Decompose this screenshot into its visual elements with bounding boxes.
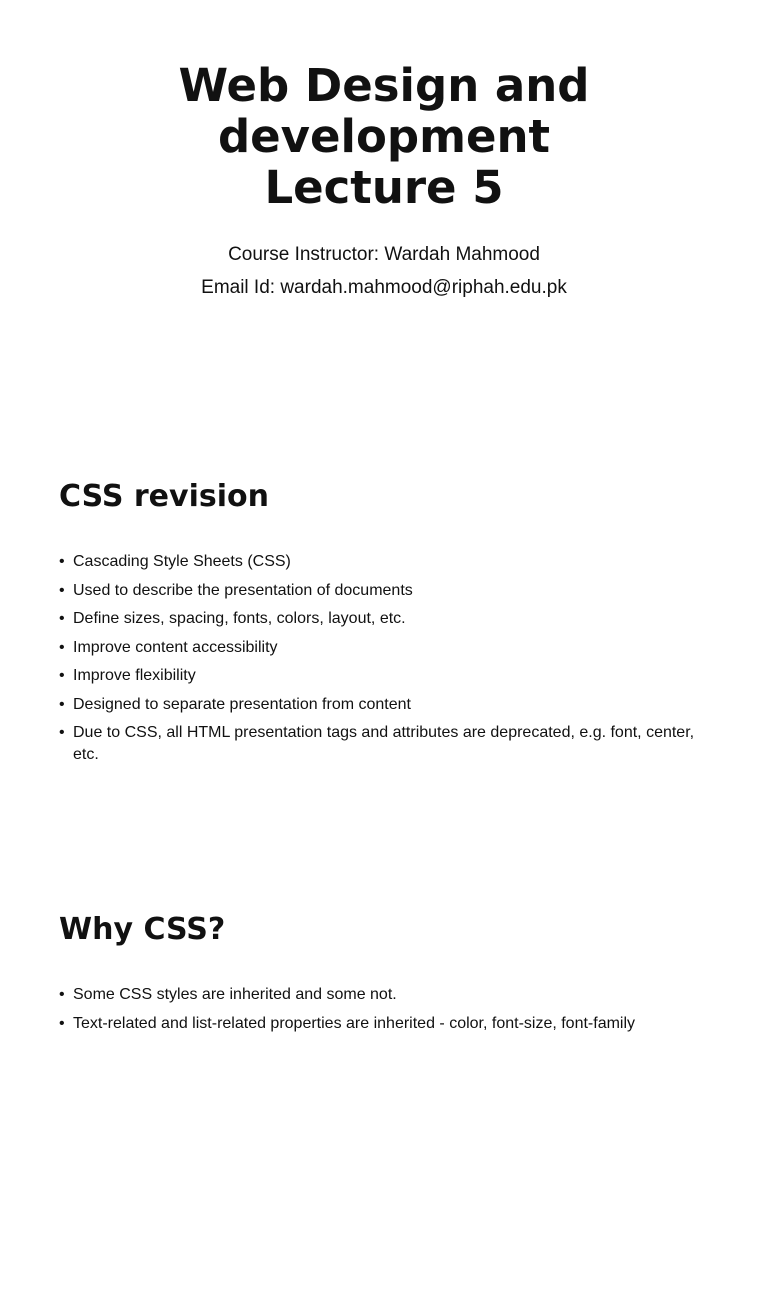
slide-heading: Why CSS?: [59, 912, 226, 947]
title-slide: [0, 0, 768, 432]
instructor-email: Email Id: wardah.mahmood@riphah.edu.pk: [201, 277, 567, 298]
bullet-icon: •: [59, 610, 65, 627]
instructor-info: [0, 238, 768, 304]
title-line: Web Design and: [178, 59, 590, 112]
css-revision-slide: [0, 433, 768, 865]
bullet-icon: •: [59, 724, 65, 741]
lecture-title: [0, 60, 768, 213]
bullet-item: [59, 637, 709, 659]
why-css-slide: [0, 866, 768, 1298]
bullet-text: Improve content accessibility: [73, 638, 278, 656]
bullet-text: Define sizes, spacing, fonts, colors, layout, etc.: [73, 610, 406, 627]
bullet-icon: •: [59, 986, 65, 1003]
bullet-item: [59, 984, 709, 1006]
title-line: Lecture 5: [264, 161, 504, 214]
bullet-icon: •: [59, 553, 65, 570]
slide-heading: CSS revision: [59, 479, 269, 514]
bullet-text: Some CSS styles are inherited and some not.: [73, 986, 397, 1003]
bullet-item: [59, 580, 709, 602]
bullet-text: Used to describe the presentation of documents: [73, 581, 413, 599]
instructor-name: Course Instructor: Wardah Mahmood: [228, 244, 540, 265]
bullet-text: Due to CSS, all HTML presentation tags and attributes are deprecated, e.g. font, center, etc.: [73, 724, 695, 763]
bullet-text: Designed to separate presentation from content: [73, 695, 411, 713]
bullet-item: [59, 722, 709, 766]
bullet-item: [59, 551, 709, 573]
bullet-icon: •: [59, 581, 65, 599]
bullet-icon: •: [59, 1014, 65, 1032]
bullet-text: Text-related and list-related properties are inherited - color, font-size, font-family: [73, 1014, 636, 1032]
bullet-text: Improve flexibility: [73, 667, 196, 684]
bullet-list: [59, 551, 709, 773]
bullet-icon: •: [59, 667, 65, 684]
bullet-text: Cascading Style Sheets (CSS): [73, 553, 291, 570]
bullet-item: [59, 694, 709, 716]
bullet-icon: •: [59, 695, 65, 713]
bullet-item: [59, 608, 709, 630]
bullet-icon: •: [59, 638, 65, 656]
title-line: development: [217, 110, 551, 163]
bullet-list: [59, 984, 709, 1041]
bullet-item: [59, 665, 709, 687]
